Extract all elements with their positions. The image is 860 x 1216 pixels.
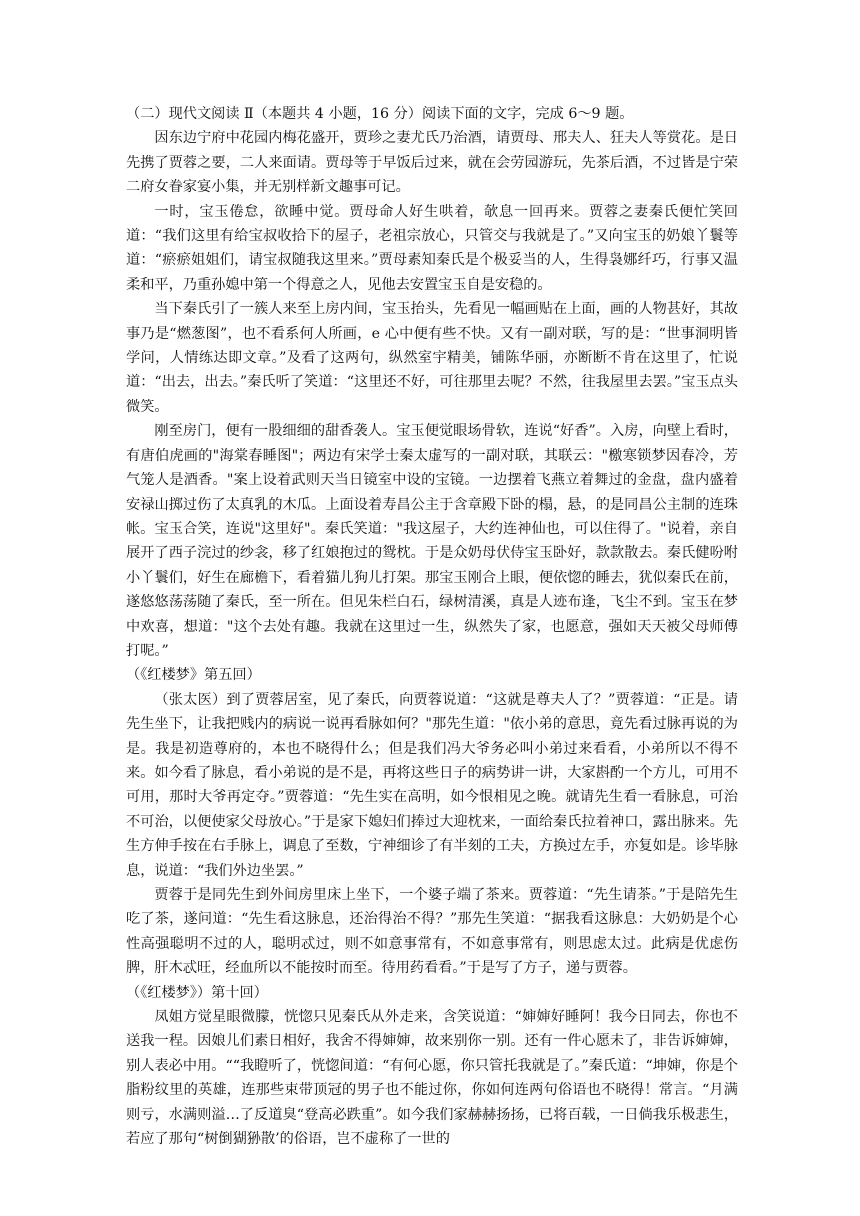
paragraph: 一时，宝玉倦怠，欲睡中觉。贾母命人好生哄着，欹息一回再来。贾蓉之妻秦氏便忙笑回道：“我们这里有给宝叔收拾下的屋子，老祖宗放心，只管交与我就是了。”又向宝玉的奶娘丫鬟等道：“瘀瘀姐姐们，请宝叔随我这里来。”贾母素知秦氏是个极妥当的人，生得袅娜纤巧，行事又温柔和平，乃重孙媳中第一个得意之人，见他去安置宝玉自是安稳的。 — [126, 203, 738, 293]
source-citation: （《红楼梦》第五回） — [126, 667, 261, 684]
paragraph: 当下秦氏引了一簇人来至上房内间，宝玉抬头，先看见一幅画贴在上面，画的人物甚好，其故事乃是“燃葱图”，也不看系何人所画，e 心中便有些不快。又有一副对联，写的是：“世事洞明皆学问，人情练达即文章。”及看了这两句，纵然室宇精美，铺陈华丽，亦断断不肯在这里了，忙说道：“出去，出去。”秦氏听了笑道：“这里还不好，可往那里去呢？不然，往我屋里去罢。”宝玉点头微笑。 — [126, 301, 738, 415]
section-heading: （二）现代文阅读 Ⅱ（本题共 4 小题，16 分）阅读下面的文字，完成 6～9 题。 — [126, 106, 634, 122]
reading-passage — [126, 102, 738, 1151]
paragraph: （张太医）到了贾蓉居室，见了秦氏，向贾蓉说道：“这就是尊夫人了？”贾蓉道：“正是。请先生坐下，让我把贱内的病说一说再看脉如何？"那先生道："依小弟的意思，竟先看过脉再说的为是。我是初造尊府的，本也不晓得什么；但是我们冯大爷务必叫小弟过来看看，小弟所以不得不来。如今看了脉息，看小弟说的是不是，再将这些日子的病势讲一讲，大家斟酌一个方儿，可用不可用，那时大爷再定夺。”贾蓉道：“先生实在高明，如今恨相见之晚。就请先生看一看脉息，可治不可治，以便使家父母放心。”于是家下媳妇们捧过大迎枕来，一面给秦氏拉着神口，露出脉来。先生方伸手按在右手脉上，调息了至数，宁神细诊了有半刻的工夫，方换过左手，亦复如是。诊毕脉息，说道：“我们外边坐罢。” — [126, 691, 738, 879]
paragraph: 刚至房门，便有一股细细的甜香袭人。宝玉便觉眼场骨软，连说“好香”。入房，向壁上看时，有唐伯虎画的"海棠春睡图"；两边有宋学士秦太虚写的一副对联，其联云："檄寒锁梦因春冷，芳气笼人是酒香。"案上设着武则天当日镜室中设的宝镜。一边摆着飞燕立着舞过的金盘，盘内盛着安禄山掷过伤了太真乳的木瓜。上面设着寿昌公主于含章殿下卧的榻，悬，的是同昌公主制的连珠帐。宝玉合笑，连说"这里好"。秦氏笑道："我这屋子，大约连神仙也，可以住得了。"说着，亲自展开了西子浣过的纱衾，移了红娘抱过的鸳枕。于是众奶母伏侍宝玉卧好，款款散去。秦氏健吩咐小丫鬟们，好生在廊檐下，看着猫儿狗儿打架。那宝玉刚合上眼，便依惚的睡去，犹似秦氏在前，遂悠悠荡荡随了秦氏，至一所在。但见朱栏白石，绿树清溪，真是人迹布逢，飞尘不到。宝玉在梦中欢喜，想道："这个去处有趣。我就在这里过一生，纵然失了家，也愿意，强如天天被父母师傅打呢。” — [126, 423, 738, 659]
source-citation: （《红楼梦》）第十回） — [126, 984, 268, 1001]
paragraph: 贾蓉于是同先生到外间房里床上坐下，一个婆子端了茶来。贾蓉道：“先生请茶。”于是陪先生吃了茶，遂问道：“先生看这脉息，还治得治不得？”那先生笑道：“据我看这脉息：大奶奶是个心性高强聪明不过的人，聪明忒过，则不如意事常有，不如意事常有，则思虑太过。此病是优虑伤脾，肝木忒旺，经血所以不能按时而至。待用药看看。”于是写了方子，递与贾蓉。 — [126, 887, 738, 977]
paragraph: 因东边宁府中花园内梅花盛开，贾珍之妻尤氏乃治酒，请贾母、邢夫人、狂夫人等赏花。是日先携了贾蓉之要，二人来面请。贾母等于早饭后过来，就在会劳园游玩，先茶后酒，不过皆是宁荣二府女眷家宴小集，并无别样新文趣事可记。 — [126, 130, 738, 196]
paragraph: 凤姐方觉星眼微朦，恍惚只见秦氏从外走来，含笑说道：“婶婶好睡阿！我今日同去，你也不送我一程。因娘儿们素日相好，我舍不得婶婶，故来别你一别。还有一件心愿未了，非告诉婶婶，别人表必中用。““我瞪听了，恍惚间道：“有何心愿，你只管托我就是了。”秦氏道：“坤婶，你是个脂粉纹里的英雄，连那些束带顶冠的男子也不能过你，你如何连两句俗语也不晓得！常言。“月满则亏，水满则溢…了反道臭“登高必跌重”。如今我们家赫赫扬扬，已将百载，一日倘我乐极悲生，若应了那句“树倒猢狲散’的俗语，岂不虚称了一世的 — [126, 1009, 738, 1148]
